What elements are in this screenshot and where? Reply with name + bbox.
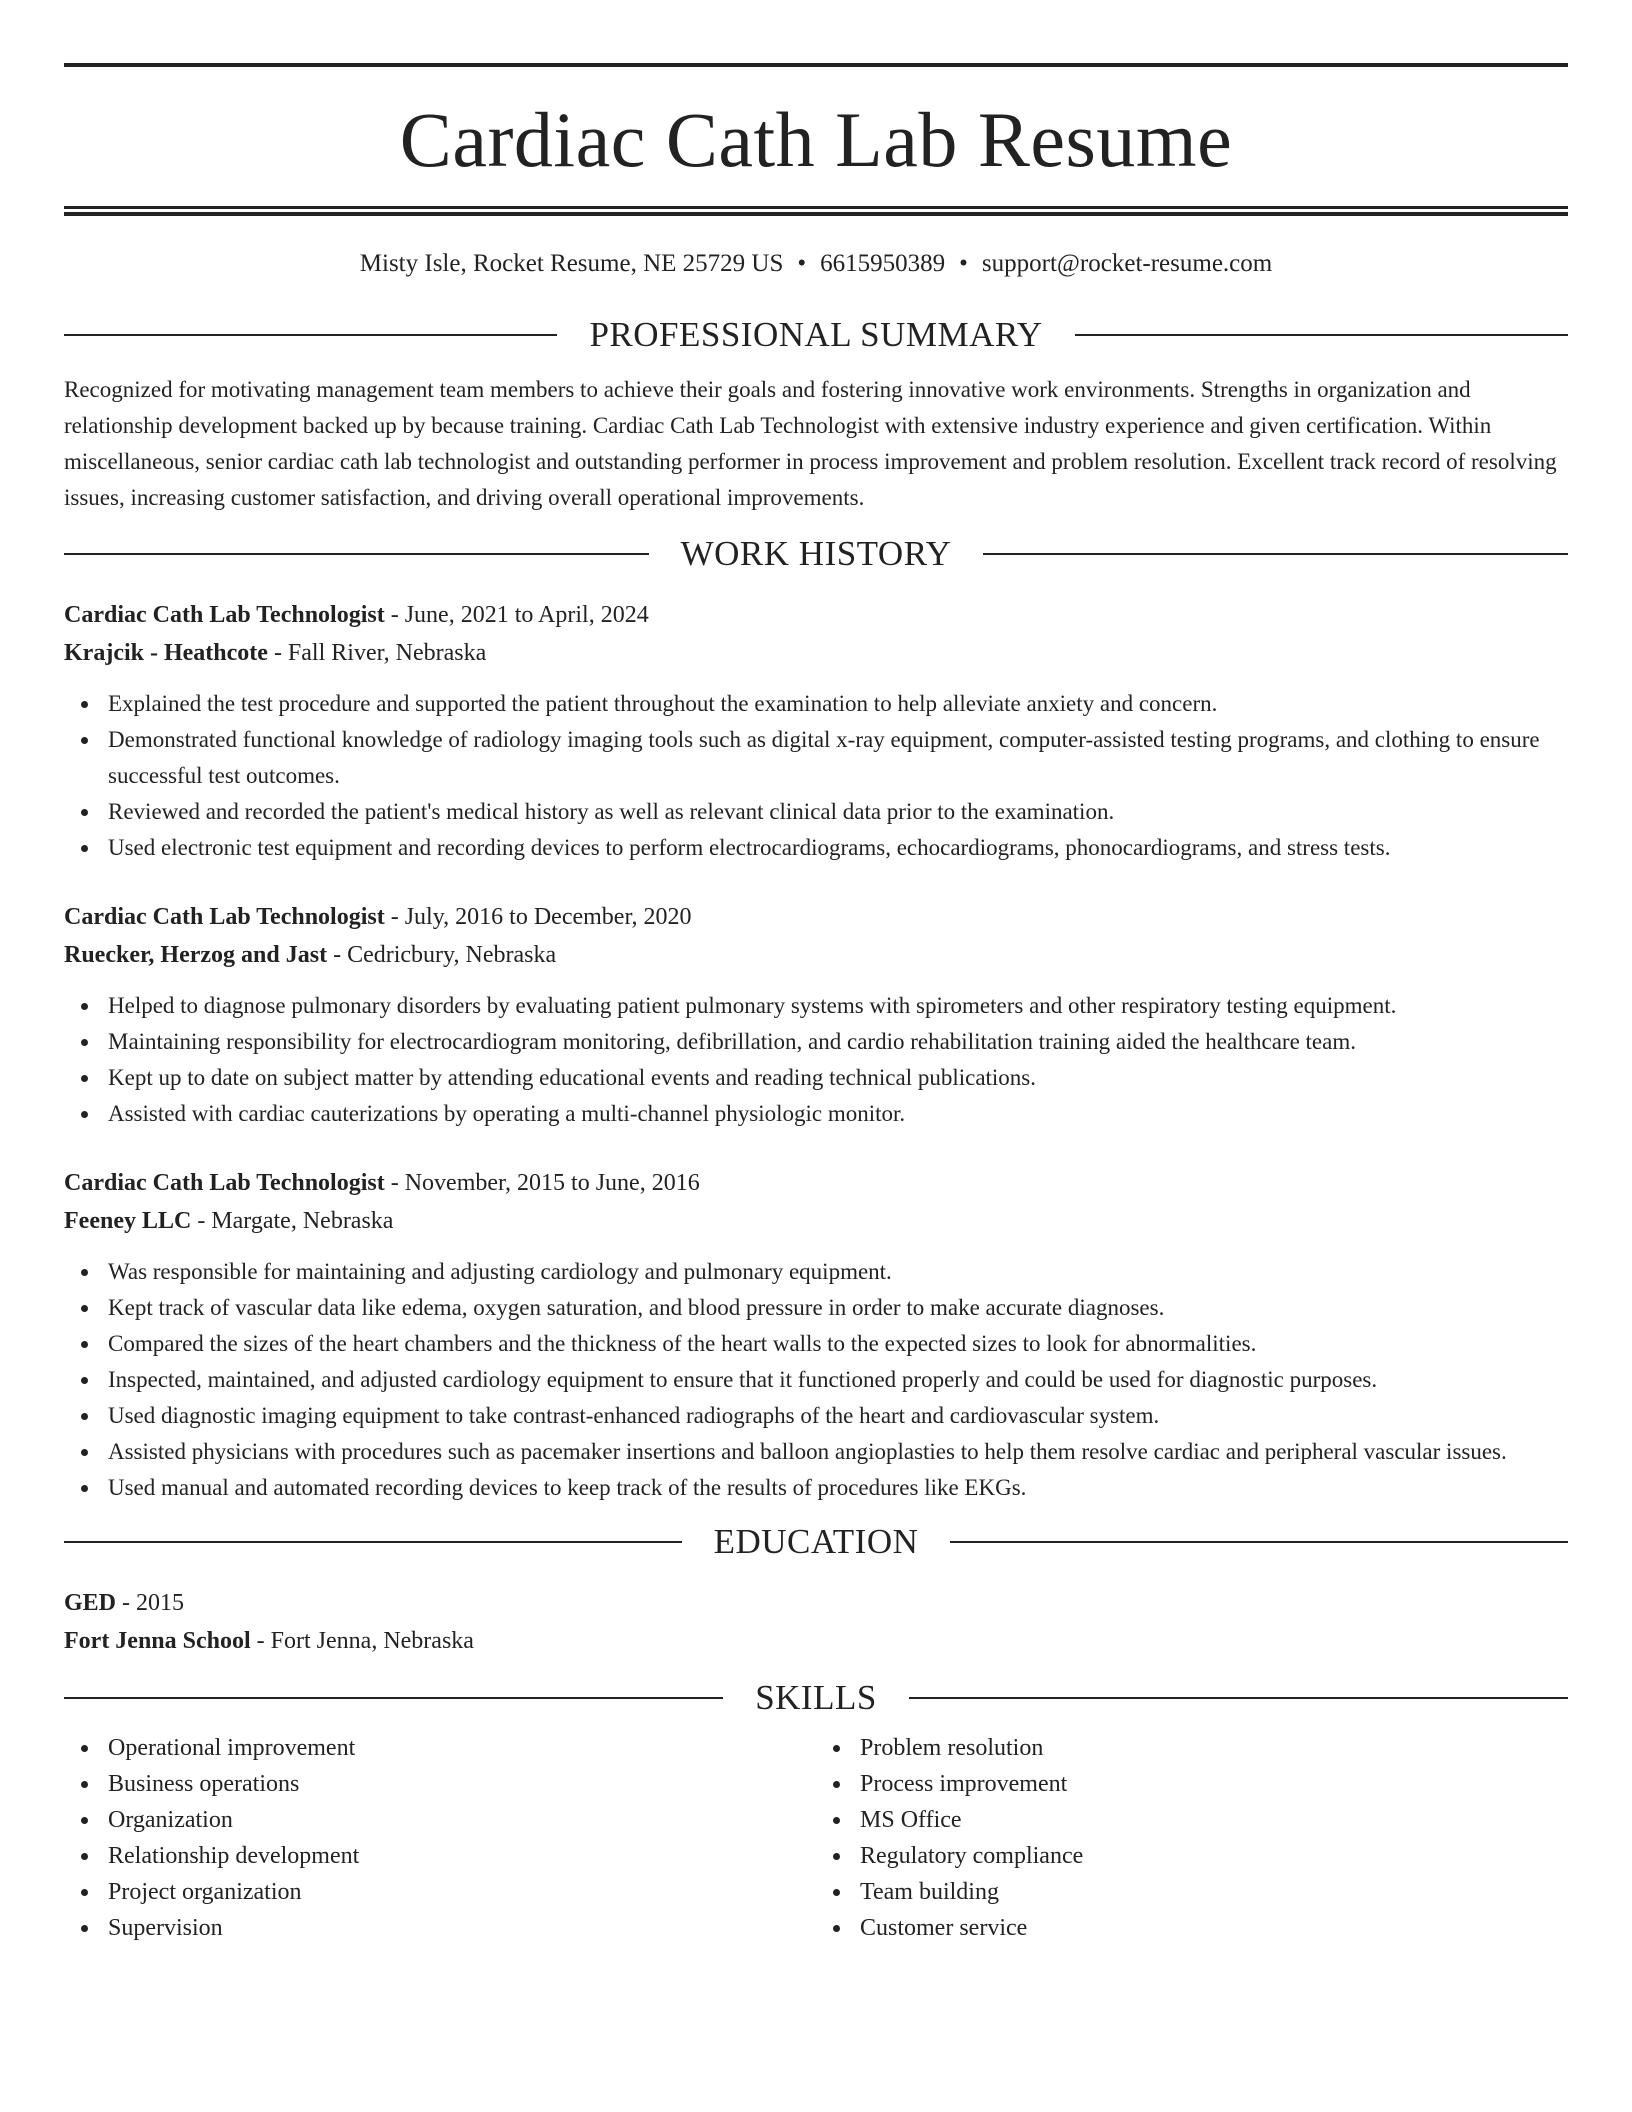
job-bullets <box>64 1254 1568 1506</box>
skill-item: Customer service <box>860 1910 1568 1946</box>
job-company-line <box>64 634 1568 672</box>
skills-columns <box>64 1730 1568 1946</box>
education-degree: GED <box>64 1590 117 1616</box>
skills-list-left <box>64 1730 816 1946</box>
education-entry <box>64 1584 1568 1660</box>
section-heading-education <box>64 1522 1568 1562</box>
section-heading-summary <box>64 315 1568 355</box>
heading-rule <box>64 334 557 336</box>
heading-rule <box>64 1697 723 1699</box>
education-year: - 2015 <box>116 1590 185 1616</box>
job-dates: - June, 2021 to April, 2024 <box>384 602 649 628</box>
contact-address: Misty Isle, Rocket Resume, NE 25729 US <box>359 250 784 277</box>
job-bullet: Assisted physicians with procedures such as pacemaker insertions and balloon angioplasties to help them resolve cardiac and peripheral vascular issues. <box>108 1434 1568 1470</box>
job-company: Feeney LLC <box>64 1208 192 1234</box>
job-company-line <box>64 1202 1568 1240</box>
job-title-line <box>64 1164 1568 1202</box>
job-bullet: Assisted with cardiac cauterizations by operating a multi-channel physiologic monitor. <box>108 1096 1568 1132</box>
job-title-line <box>64 898 1568 936</box>
job-bullet: Used manual and automated recording devices to keep track of the results of procedures like EKGs. <box>108 1470 1568 1506</box>
skill-item: Process improvement <box>860 1766 1568 1802</box>
job-bullet: Demonstrated functional knowledge of radiology imaging tools such as digital x-ray equipment, computer-assisted testing programs, and clothing to ensure successful test outcomes. <box>108 722 1568 794</box>
job-title: Cardiac Cath Lab Technologist <box>64 1170 385 1196</box>
heading-rule <box>909 1697 1568 1699</box>
page-title: Cardiac Cath Lab Resume <box>399 96 1233 183</box>
summary-text: Recognized for motivating management team members to achieve their goals and fostering innovative work environments. Strengths in organization and relationship development backed up by because training. Cardiac Cath Lab Technologist with extensive industry experience and given certification. Within miscellaneous, senior cardiac cath lab technologist and outstanding performer in process improvement and problem resolution. Excellent track record of resolving issues, increasing customer satisfaction, and driving overall operational improvements. <box>64 377 1557 510</box>
heading-rule <box>950 1541 1568 1543</box>
job-bullet: Maintaining responsibility for electrocardiogram monitoring, defibrillation, and cardio rehabilitation training aided the healthcare team. <box>108 1024 1568 1060</box>
job-company-line <box>64 936 1568 974</box>
skill-item: Project organization <box>108 1874 816 1910</box>
skill-item: Business operations <box>108 1766 816 1802</box>
contact-email: support@rocket-resume.com <box>981 250 1273 277</box>
title-double-divider <box>64 206 1568 216</box>
section-heading-skills <box>64 1678 1568 1718</box>
job-bullet: Kept track of vascular data like edema, oxygen saturation, and blood pressure in order to make accurate diagnoses. <box>108 1290 1568 1326</box>
job-bullet: Used electronic test equipment and recording devices to perform electrocardiograms, echocardiograms, phonocardiograms, and stress tests. <box>108 830 1568 866</box>
skill-item: Operational improvement <box>108 1730 816 1766</box>
education-location: - Fort Jenna, Nebraska <box>250 1628 474 1654</box>
job-entry <box>64 1164 1568 1506</box>
heading-rule <box>983 553 1568 555</box>
section-title: PROFESSIONAL SUMMARY <box>589 315 1043 354</box>
job-dates: - July, 2016 to December, 2020 <box>384 904 692 930</box>
skill-item: Relationship development <box>108 1838 816 1874</box>
section-title: SKILLS <box>755 1678 877 1717</box>
job-location: - Margate, Nebraska <box>191 1208 394 1234</box>
resume-page <box>64 0 1568 1946</box>
job-title: Cardiac Cath Lab Technologist <box>64 602 385 628</box>
job-bullet: Compared the sizes of the heart chambers and the thickness of the heart walls to the expected sizes to look for abnormalities. <box>108 1326 1568 1362</box>
skill-item: MS Office <box>860 1802 1568 1838</box>
job-location: - Cedricbury, Nebraska <box>327 942 557 968</box>
job-bullets <box>64 686 1568 866</box>
job-company: Krajcik - Heathcote <box>64 640 268 666</box>
job-title-line <box>64 596 1568 634</box>
education-degree-line <box>64 1584 1568 1622</box>
skills-list-right <box>816 1730 1568 1946</box>
skill-item: Problem resolution <box>860 1730 1568 1766</box>
job-company: Ruecker, Herzog and Jast <box>64 942 328 968</box>
section-title: WORK HISTORY <box>680 534 952 573</box>
education-school: Fort Jenna School <box>64 1628 251 1654</box>
job-dates: - November, 2015 to June, 2016 <box>384 1170 700 1196</box>
section-heading-work-history <box>64 534 1568 574</box>
job-bullet: Kept up to date on subject matter by attending educational events and reading technical publications. <box>108 1060 1568 1096</box>
job-bullet: Explained the test procedure and supported the patient throughout the examination to help alleviate anxiety and concern. <box>108 686 1568 722</box>
skill-item: Supervision <box>108 1910 816 1946</box>
job-entry <box>64 596 1568 866</box>
job-bullet: Reviewed and recorded the patient's medical history as well as relevant clinical data prior to the examination. <box>108 794 1568 830</box>
skill-item: Regulatory compliance <box>860 1838 1568 1874</box>
job-bullet: Inspected, maintained, and adjusted cardiology equipment to ensure that it functioned properly and could be used for diagnostic purposes. <box>108 1362 1568 1398</box>
contact-line <box>64 249 1568 279</box>
heading-rule <box>64 553 649 555</box>
top-divider <box>64 63 1568 67</box>
contact-separator: • <box>959 250 968 277</box>
heading-rule <box>1075 334 1568 336</box>
skill-item: Organization <box>108 1802 816 1838</box>
heading-rule <box>64 1541 682 1543</box>
skill-item: Team building <box>860 1874 1568 1910</box>
education-school-line <box>64 1622 1568 1660</box>
job-location: - Fall River, Nebraska <box>267 640 487 666</box>
job-bullet: Helped to diagnose pulmonary disorders by evaluating patient pulmonary systems with spirometers and other respiratory testing equipment. <box>108 988 1568 1024</box>
section-title: EDUCATION <box>713 1522 919 1561</box>
job-title: Cardiac Cath Lab Technologist <box>64 904 385 930</box>
job-bullets <box>64 988 1568 1132</box>
contact-phone: 6615950389 <box>820 250 946 277</box>
job-bullet: Used diagnostic imaging equipment to take contrast-enhanced radiographs of the heart and cardiovascular system. <box>108 1398 1568 1434</box>
job-entry <box>64 898 1568 1132</box>
job-bullet: Was responsible for maintaining and adjusting cardiology and pulmonary equipment. <box>108 1254 1568 1290</box>
contact-separator: • <box>797 250 807 277</box>
